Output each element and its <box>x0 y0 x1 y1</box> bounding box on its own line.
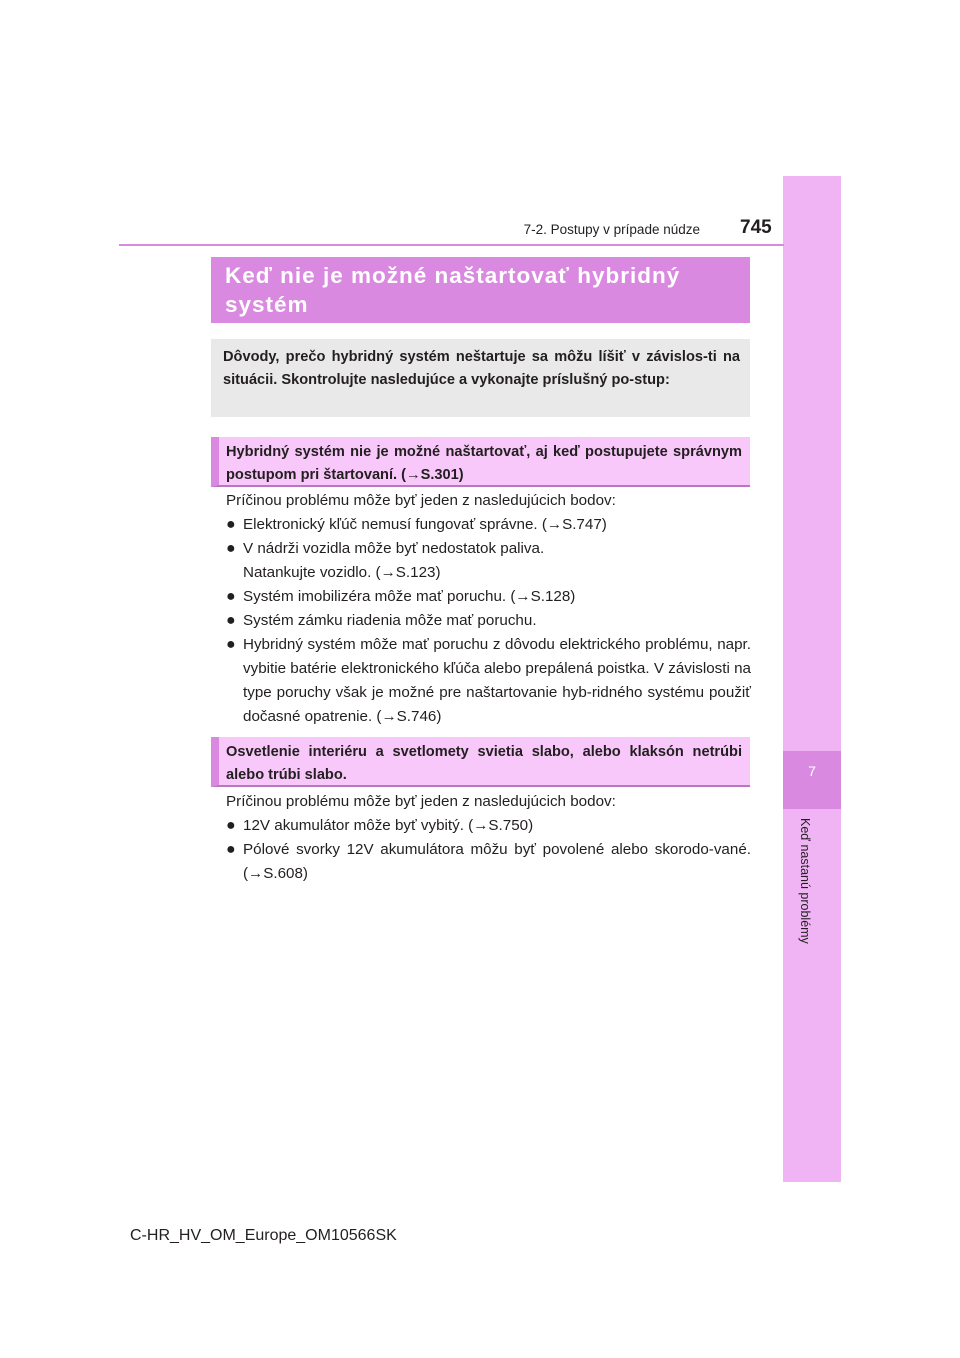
list-item: ● Systém zámku riadenia môže mať poruchu. <box>226 609 751 633</box>
bullet-icon: ● <box>226 612 236 629</box>
chapter-number-box <box>783 751 841 809</box>
page-title <box>211 257 750 323</box>
bullet-icon: ● <box>226 817 236 834</box>
section1-heading: Hybridný systém nie je možné naštartovať, aj keď postupujete správnym postupom pri štartovaní. (→S.301) <box>211 437 750 487</box>
section-title: 7-2. Postupy v prípade núdze <box>523 222 700 237</box>
list-item: ● Pólové svorky 12V akumulátora môžu byť povolené alebo skorodo-vané. (→S.608) <box>226 838 751 886</box>
list-item: ● Systém imobilizéra môže mať poruchu. (→S.128) <box>226 585 751 609</box>
page-title-line1: Keď nie je možné naštartovať hybridný <box>225 263 681 288</box>
bullet-icon: ● <box>226 841 236 858</box>
section1-intro: Príčinou problému môže byť jeden z nasledujúcich bodov: <box>226 492 616 509</box>
list-item: ● 12V akumulátor môže byť vybitý. (→S.750) <box>226 814 751 838</box>
header-divider <box>119 244 784 246</box>
section2-intro: Príčinou problému môže byť jeden z nasledujúcich bodov: <box>226 793 616 810</box>
chapter-side-tab <box>783 176 841 1182</box>
chapter-number: 7 <box>808 763 816 779</box>
bullet-icon: ● <box>226 636 236 653</box>
document-code: C-HR_HV_OM_Europe_OM10566SK <box>130 1227 397 1244</box>
list-item: ● Elektronický kľúč nemusí fungovať správne. (→S.747) <box>226 513 751 537</box>
list-item: ● V nádrži vozidla môže byť nedostatok paliva. Natankujte vozidlo. (→S.123) <box>226 537 751 585</box>
page-title-line2: systém <box>225 292 309 317</box>
list-item-continuation: Natankujte vozidlo. (→S.123) <box>243 564 441 581</box>
section1-list <box>226 513 751 729</box>
chapter-title: Keď nastanú problémy <box>798 818 812 944</box>
section2-heading: Osvetlenie interiéru a svetlomety svietia slabo, alebo klaksón netrúbi alebo trúbi slabo. <box>211 737 750 787</box>
intro-note: Dôvody, prečo hybridný systém neštartuje sa môžu líšiť v závislos-ti na situácii. Skontrolujte nasledujúce a vykonajte príslušný po-stup: <box>211 339 750 417</box>
page-number: 745 <box>740 217 772 238</box>
bullet-icon: ● <box>226 588 236 605</box>
bullet-icon: ● <box>226 540 236 557</box>
bullet-icon: ● <box>226 516 236 533</box>
section2-list <box>226 814 751 886</box>
list-item: ● Hybridný systém môže mať poruchu z dôvodu elektrického problému, napr. vybitie batérie elektronického kľúča alebo prepálená poistka. V závislosti na type poruchy však je možné pre naštartovanie hyb-ridného systému použiť dočasné opatrenie. (→S.746) <box>226 633 751 729</box>
